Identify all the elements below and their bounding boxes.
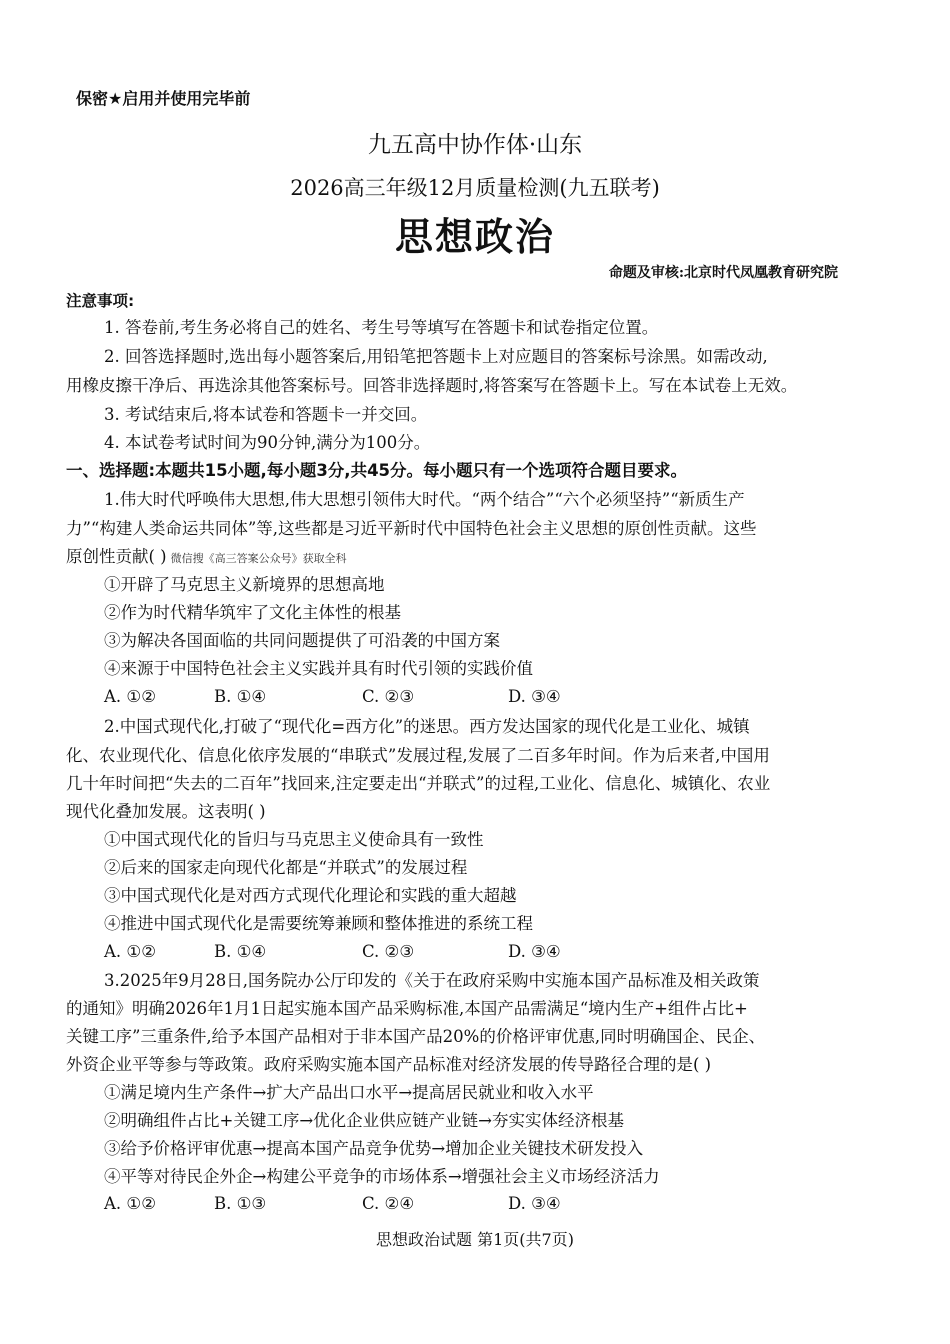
question-2-option: ③中国式现代化是对西方式现代化理论和实践的重大超越	[104, 886, 517, 905]
question-2-text: 2.中国式现代化,打破了“现代化=西方化”的迷思。西方发达国家的现代化是工业化、城镇	[104, 717, 750, 736]
question-3-text: 外资企业平等参与等政策。政府采购实施本国产品标准对经济发展的传导路径合理的是( )	[66, 1055, 712, 1074]
question-2-text: 化、农业现代化、信息化依序发展的“串联式”发展过程,发展了二百多年时间。作为后来者,中国用	[66, 746, 770, 765]
question-1-text: 力”“构建人类命运共同体”等,这些都是习近平新时代中国特色社会主义思想的原创性贡献。这些	[66, 519, 757, 538]
subject-title: 思想政治	[394, 215, 555, 259]
question-3-text: 的通知》明确2026年1月1日起实施本国产品采购标准,本国产品需满足“境内生产+组件占比+	[66, 999, 748, 1018]
question-1-option: ②作为时代精华筑牢了文化主体性的根基	[104, 603, 401, 622]
confidential-label: 保密★启用并使用完毕前	[76, 89, 251, 108]
choice-a: A. ①②	[104, 1194, 156, 1213]
choice-b: B. ①④	[214, 942, 267, 961]
question-3-text: 关键工序”三重条件,给予本国产品相对于非本国产品20%的价格评审优惠,同时明确国企、民企、	[66, 1027, 766, 1046]
question-3-option: ①满足境内生产条件→扩大产品出口水平→提高居民就业和收入水平	[104, 1083, 594, 1102]
question-1-text	[66, 546, 347, 570]
question-2-option: ①中国式现代化的旨归与马克思主义使命具有一致性	[104, 830, 484, 849]
exam-title: 2026高三年级12月质量检测(九五联考)	[290, 176, 660, 200]
notes-heading: 注意事项:	[66, 292, 135, 310]
choice-d: D. ③④	[508, 687, 561, 706]
choice-a: A. ①②	[104, 687, 156, 706]
question-1-option: ③为解决各国面临的共同问题提供了可沿袭的中国方案	[104, 631, 500, 650]
choice-c: C. ②③	[362, 687, 415, 706]
question-2-text: 几十年时间把“失去的二百年”找回来,注定要走出“并联式”的过程,工业化、信息化、城镇化、农业	[66, 774, 771, 793]
choice-b: B. ①④	[214, 687, 267, 706]
note-item: 3. 考试结束后,将本试卷和答题卡一并交回。	[104, 405, 428, 424]
question-1-option: ①开辟了马克思主义新境界的思想高地	[104, 575, 385, 594]
question-3-text: 3.2025年9月28日,国务院办公厅印发的《关于在政府采购中实施本国产品标准及相关政策	[104, 971, 760, 990]
organization-title: 九五高中协作体·山东	[367, 132, 583, 158]
choice-c: C. ②④	[362, 1194, 415, 1213]
choice-c: C. ②③	[362, 942, 415, 961]
question-1-stem-end: 原创性贡献( )	[66, 547, 167, 566]
question-3-option: ②明确组件占比+关键工序→优化企业供应链产业链→夯实实体经济根基	[104, 1111, 624, 1130]
note-item: 用橡皮擦干净后、再选涂其他答案标号。回答非选择题时,将答案写在答题卡上。写在本试卷上无效。	[66, 376, 798, 395]
question-2-option: ②后来的国家走向现代化都是“并联式”的发展过程	[104, 858, 468, 877]
note-item: 2. 回答选择题时,选出每小题答案后,用铅笔把答题卡上对应题目的答案标号涂黑。如需改动,	[104, 347, 768, 366]
note-item: 4. 本试卷考试时间为90分钟,满分为100分。	[104, 433, 431, 452]
watermark-text: 微信搜《高三答案公众号》获取全科	[170, 552, 347, 565]
author-line: 命题及审核:北京时代凤凰教育研究院	[608, 265, 838, 281]
choice-a: A. ①②	[104, 942, 156, 961]
choice-d: D. ③④	[508, 1194, 561, 1213]
section-heading: 一、选择题:本题共15小题,每小题3分,共45分。每小题只有一个选项符合题目要求。	[66, 461, 688, 480]
question-1-text: 1.伟大时代呼唤伟大思想,伟大思想引领伟大时代。“两个结合”“六个必须坚持”“新质生产	[104, 490, 745, 509]
note-item: 1. 答卷前,考生务必将自己的姓名、考生号等填写在答题卡和试卷指定位置。	[104, 318, 659, 337]
choice-b: B. ①③	[214, 1194, 267, 1213]
question-2-text: 现代化叠加发展。这表明( )	[66, 802, 266, 821]
question-3-option: ④平等对待民企外企→构建公平竞争的市场体系→增强社会主义市场经济活力	[104, 1167, 660, 1186]
question-2-option: ④推进中国式现代化是需要统筹兼顾和整体推进的系统工程	[104, 914, 533, 933]
page-footer: 思想政治试题 第1页(共7页)	[376, 1230, 574, 1249]
choice-d: D. ③④	[508, 942, 561, 961]
question-3-option: ③给予价格评审优惠→提高本国产品竞争优势→增加企业关键技术研发投入	[104, 1139, 644, 1158]
question-1-option: ④来源于中国特色社会主义实践并具有时代引领的实践价值	[104, 659, 533, 678]
